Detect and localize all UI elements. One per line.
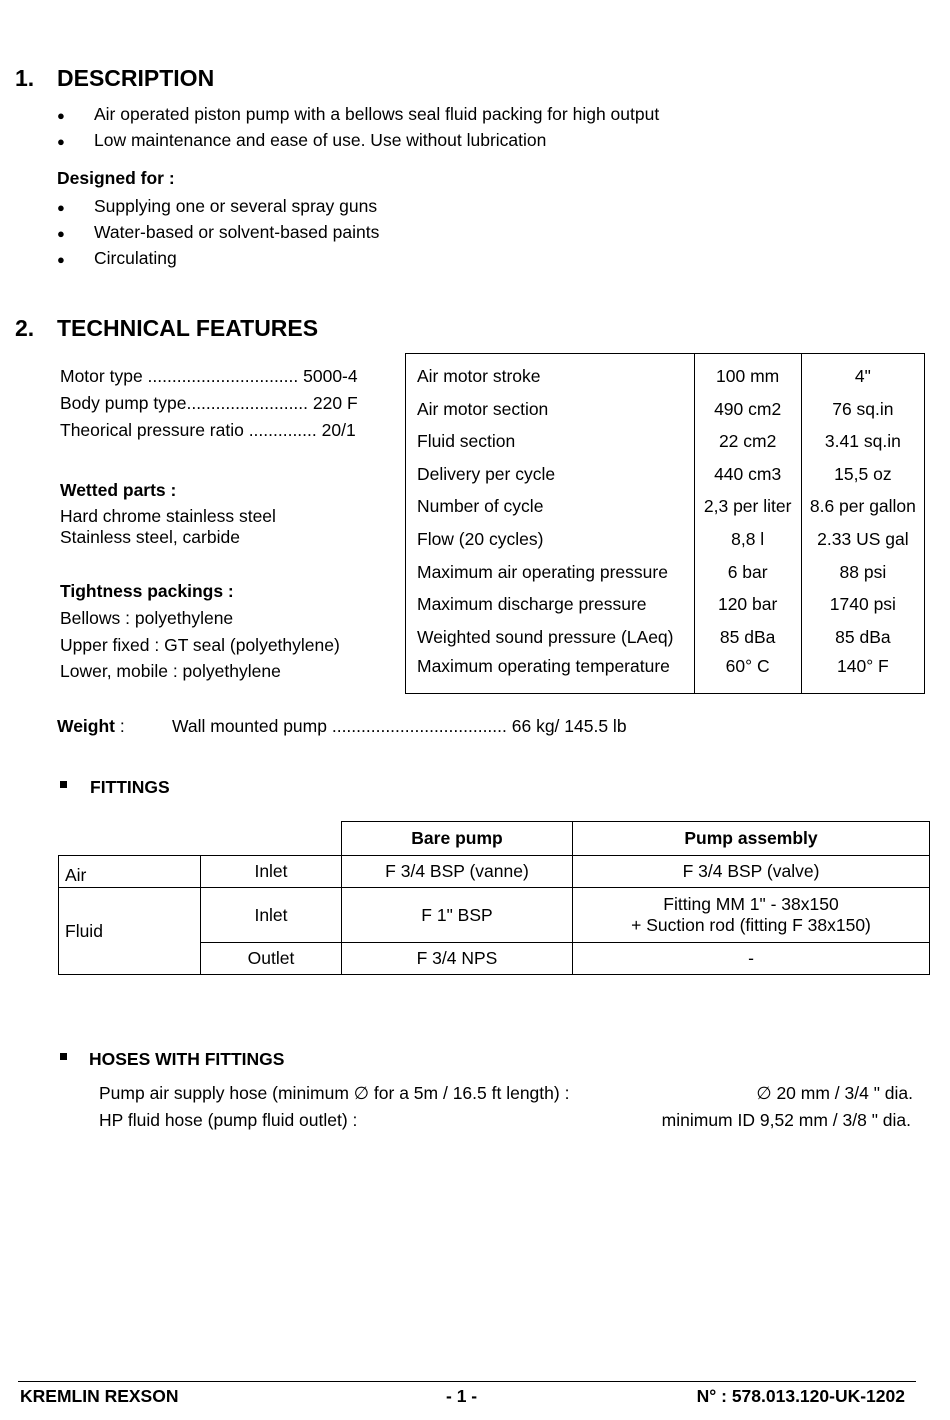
table-row: [406, 654, 925, 694]
description-bullet: Low maintenance and ease of use. Use without lubrication: [94, 130, 547, 150]
tightness-packings-label: Tightness packings :: [60, 581, 234, 601]
feature-imperial-value: 85 dBa: [801, 621, 924, 654]
feature-metric-value: 60° C: [694, 654, 801, 694]
wetted-part: Hard chrome stainless steel: [60, 506, 276, 526]
fitting-pump-assembly: -: [573, 943, 930, 975]
feature-imperial-value: 15,5 oz: [801, 458, 924, 491]
description-bullet: Air operated piston pump with a bellows seal fluid packing for high output: [94, 104, 660, 124]
assembly-line: + Suction rod (fitting F 38x150): [631, 915, 871, 935]
table-row: [406, 621, 925, 654]
section-heading-technical: [15, 315, 318, 342]
section-title: DESCRIPTION: [57, 65, 215, 91]
feature-imperial-value: 8.6 per gallon: [801, 491, 924, 524]
section-title: TECHNICAL FEATURES: [57, 315, 319, 341]
fitting-category: Fluid: [59, 888, 201, 975]
air-hose-label: Pump air supply hose (minimum ∅ for a 5m / 16.5 ft length) :: [99, 1083, 570, 1103]
feature-label: Number of cycle: [417, 496, 544, 517]
feature-label: Maximum discharge pressure: [417, 594, 647, 615]
section-heading-description: [15, 65, 214, 92]
pressure-ratio-line: Theorical pressure ratio .............. 20/1: [60, 420, 356, 440]
table-row: [406, 393, 925, 426]
feature-label: Maximum operating temperature: [417, 655, 670, 676]
fittings-title: FITTINGS: [90, 777, 170, 797]
fitting-type: Outlet: [201, 943, 342, 975]
feature-label: Delivery per cycle: [417, 463, 556, 484]
blank-cell: [201, 822, 342, 856]
feature-imperial-value: 3.41 sq.in: [801, 425, 924, 458]
feature-label: Weighted sound pressure (LAeq): [417, 626, 674, 647]
body-pump-type-line: Body pump type......................... 220 F: [60, 393, 358, 413]
bullet-icon: ●: [57, 108, 65, 123]
footer-divider: [18, 1381, 916, 1382]
feature-label: Fluid section: [417, 431, 516, 452]
hp-hose-value: minimum ID 9,52 mm / 3/8 " dia.: [661, 1110, 911, 1130]
fitting-bare-pump: F 3/4 NPS: [342, 943, 573, 975]
wetted-parts-label: Wetted parts :: [60, 480, 177, 500]
table-row: [59, 856, 930, 888]
table-header-row: [59, 822, 930, 856]
feature-metric-value: 490 cm2: [694, 393, 801, 426]
tightness-packing: Bellows : polyethylene: [60, 608, 234, 628]
fitting-bare-pump: F 3/4 BSP (vanne): [342, 856, 573, 888]
section-number: 2.: [15, 315, 35, 341]
table-row: [406, 425, 925, 458]
assembly-line: Fitting MM 1" - 38x150: [663, 894, 839, 914]
designed-for-label: Designed for :: [57, 168, 175, 188]
weight-row: [57, 716, 125, 737]
feature-metric-value: 8,8 l: [694, 523, 801, 556]
feature-imperial-value: 4": [801, 354, 924, 393]
feature-metric-value: 100 mm: [694, 354, 801, 393]
air-hose-value: ∅ 20 mm / 3/4 " dia.: [756, 1083, 913, 1103]
footer-company: KREMLIN REXSON: [20, 1386, 179, 1406]
feature-metric-value: 85 dBa: [694, 621, 801, 654]
weight-colon: :: [119, 716, 125, 736]
fitting-pump-assembly: [573, 888, 930, 943]
bullet-icon: ●: [57, 252, 65, 267]
fitting-type: Inlet: [201, 856, 342, 888]
fitting-type: Inlet: [201, 888, 342, 943]
tightness-packing: Upper fixed : GT seal (polyethylene): [60, 635, 340, 655]
feature-imperial-value: 1740 psi: [801, 588, 924, 621]
feature-metric-value: 6 bar: [694, 556, 801, 589]
feature-label: Flow (20 cycles): [417, 528, 544, 549]
square-bullet-icon: [60, 1053, 67, 1060]
column-header: Pump assembly: [573, 822, 930, 856]
feature-imperial-value: 2.33 US gal: [801, 523, 924, 556]
feature-metric-value: 120 bar: [694, 588, 801, 621]
designed-for-item: Supplying one or several spray guns: [94, 196, 378, 216]
table-row: [406, 458, 925, 491]
hp-hose-label: HP fluid hose (pump fluid outlet) :: [99, 1110, 358, 1130]
feature-imperial-value: 88 psi: [801, 556, 924, 589]
wetted-part: Stainless steel, carbide: [60, 527, 240, 547]
column-header: Bare pump: [342, 822, 573, 856]
technical-features-table: [405, 353, 925, 694]
feature-label: Air motor stroke: [417, 365, 541, 386]
footer-page-number: - 1 -: [446, 1386, 478, 1406]
table-row: [406, 523, 925, 556]
feature-metric-value: 2,3 per liter: [694, 491, 801, 524]
fitting-bare-pump: F 1" BSP: [342, 888, 573, 943]
bullet-icon: ●: [57, 226, 65, 241]
designed-for-item: Circulating: [94, 248, 177, 268]
feature-metric-value: 440 cm3: [694, 458, 801, 491]
tightness-packing: Lower, mobile : polyethylene: [60, 661, 281, 681]
table-row: [59, 888, 930, 943]
feature-metric-value: 22 cm2: [694, 425, 801, 458]
motor-type-line: Motor type ............................... 5000-4: [60, 366, 358, 386]
weight-label: Weight: [57, 716, 116, 736]
blank-cell: [59, 822, 201, 856]
table-row: [406, 556, 925, 589]
footer-document-number: N° : 578.013.120-UK-1202: [696, 1386, 905, 1406]
section-number: 1.: [15, 65, 35, 91]
fitting-pump-assembly: F 3/4 BSP (valve): [573, 856, 930, 888]
bullet-icon: ●: [57, 134, 65, 149]
hoses-title: HOSES WITH FITTINGS: [89, 1049, 285, 1069]
table-row: [406, 354, 925, 393]
square-bullet-icon: [60, 781, 67, 788]
table-row: [406, 491, 925, 524]
feature-label: Air motor section: [417, 398, 549, 419]
weight-value: Wall mounted pump .................................... 66 kg/ 145.5 lb: [172, 716, 627, 736]
fitting-category: Air: [59, 856, 201, 888]
designed-for-item: Water-based or solvent-based paints: [94, 222, 380, 242]
table-row: [406, 588, 925, 621]
bullet-icon: ●: [57, 200, 65, 215]
feature-label: Maximum air operating pressure: [417, 561, 668, 582]
feature-imperial-value: 140° F: [801, 654, 924, 694]
feature-imperial-value: 76 sq.in: [801, 393, 924, 426]
fittings-table: [58, 821, 930, 975]
